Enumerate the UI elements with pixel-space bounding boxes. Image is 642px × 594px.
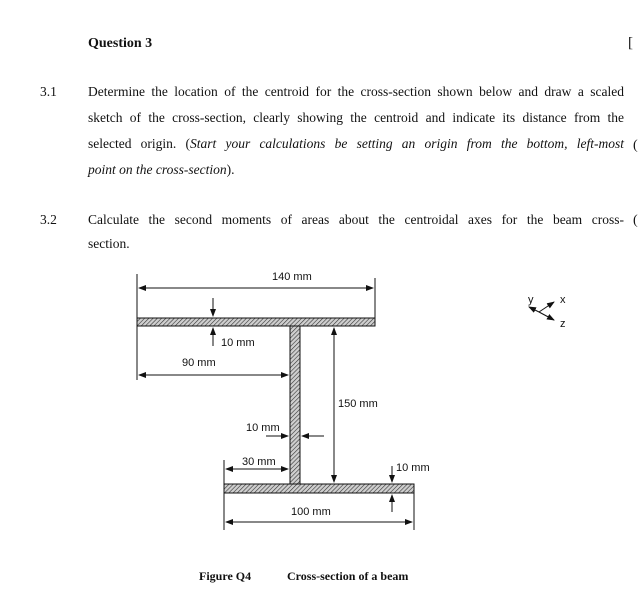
top-flange xyxy=(137,318,375,326)
bottom-width-label: 100 mm xyxy=(291,506,331,518)
line-3-lead: selected origin. ( xyxy=(88,136,191,151)
axis-y-label: y xyxy=(528,294,534,306)
web-thickness-label: 10 mm xyxy=(246,422,280,434)
line-3-italic: Start your calculations be setting an origin from the bottom, left-most xyxy=(190,136,624,151)
part-3-2-line-2: section. xyxy=(88,236,130,251)
web xyxy=(290,326,300,484)
bottom-flange xyxy=(224,484,414,493)
line-4-italic: point on the cross-section xyxy=(88,162,227,177)
offset-label: 90 mm xyxy=(182,357,216,369)
web-height-label: 150 mm xyxy=(338,398,378,410)
marks-paren-3-1: ( xyxy=(633,138,638,153)
part-3-1-line-2: sketch of the cross-section, clearly showing the centroid and indicate its distance from the xyxy=(88,110,624,125)
part-3-2-line-1: Calculate the second moments of areas about the centroidal axes for the beam cross- xyxy=(88,212,624,227)
marks-paren-3-2: ( xyxy=(633,213,638,228)
figure-caption: Cross-section of a beam xyxy=(287,569,409,583)
bottom-left-label: 30 mm xyxy=(242,456,276,468)
bottom-thickness-label: 10 mm xyxy=(396,462,430,474)
axis-x-label: x xyxy=(560,294,566,306)
part-number-3-2: 3.2 xyxy=(40,212,57,227)
question-title: Question 3 xyxy=(88,36,153,51)
axes-triad-icon xyxy=(528,294,566,330)
top-thickness-label: 10 mm xyxy=(221,337,255,349)
part-3-1-line-1: Determine the location of the centroid for the cross-section shown below and draw a scaled xyxy=(88,84,624,99)
part-number-3-1: 3.1 xyxy=(40,84,57,99)
top-width-label: 140 mm xyxy=(272,271,312,283)
marks-bracket: [ xyxy=(628,35,633,51)
figure-label: Figure Q4 xyxy=(199,569,252,583)
line-4-tail: ). xyxy=(226,162,235,177)
axis-z-label: z xyxy=(560,318,566,330)
